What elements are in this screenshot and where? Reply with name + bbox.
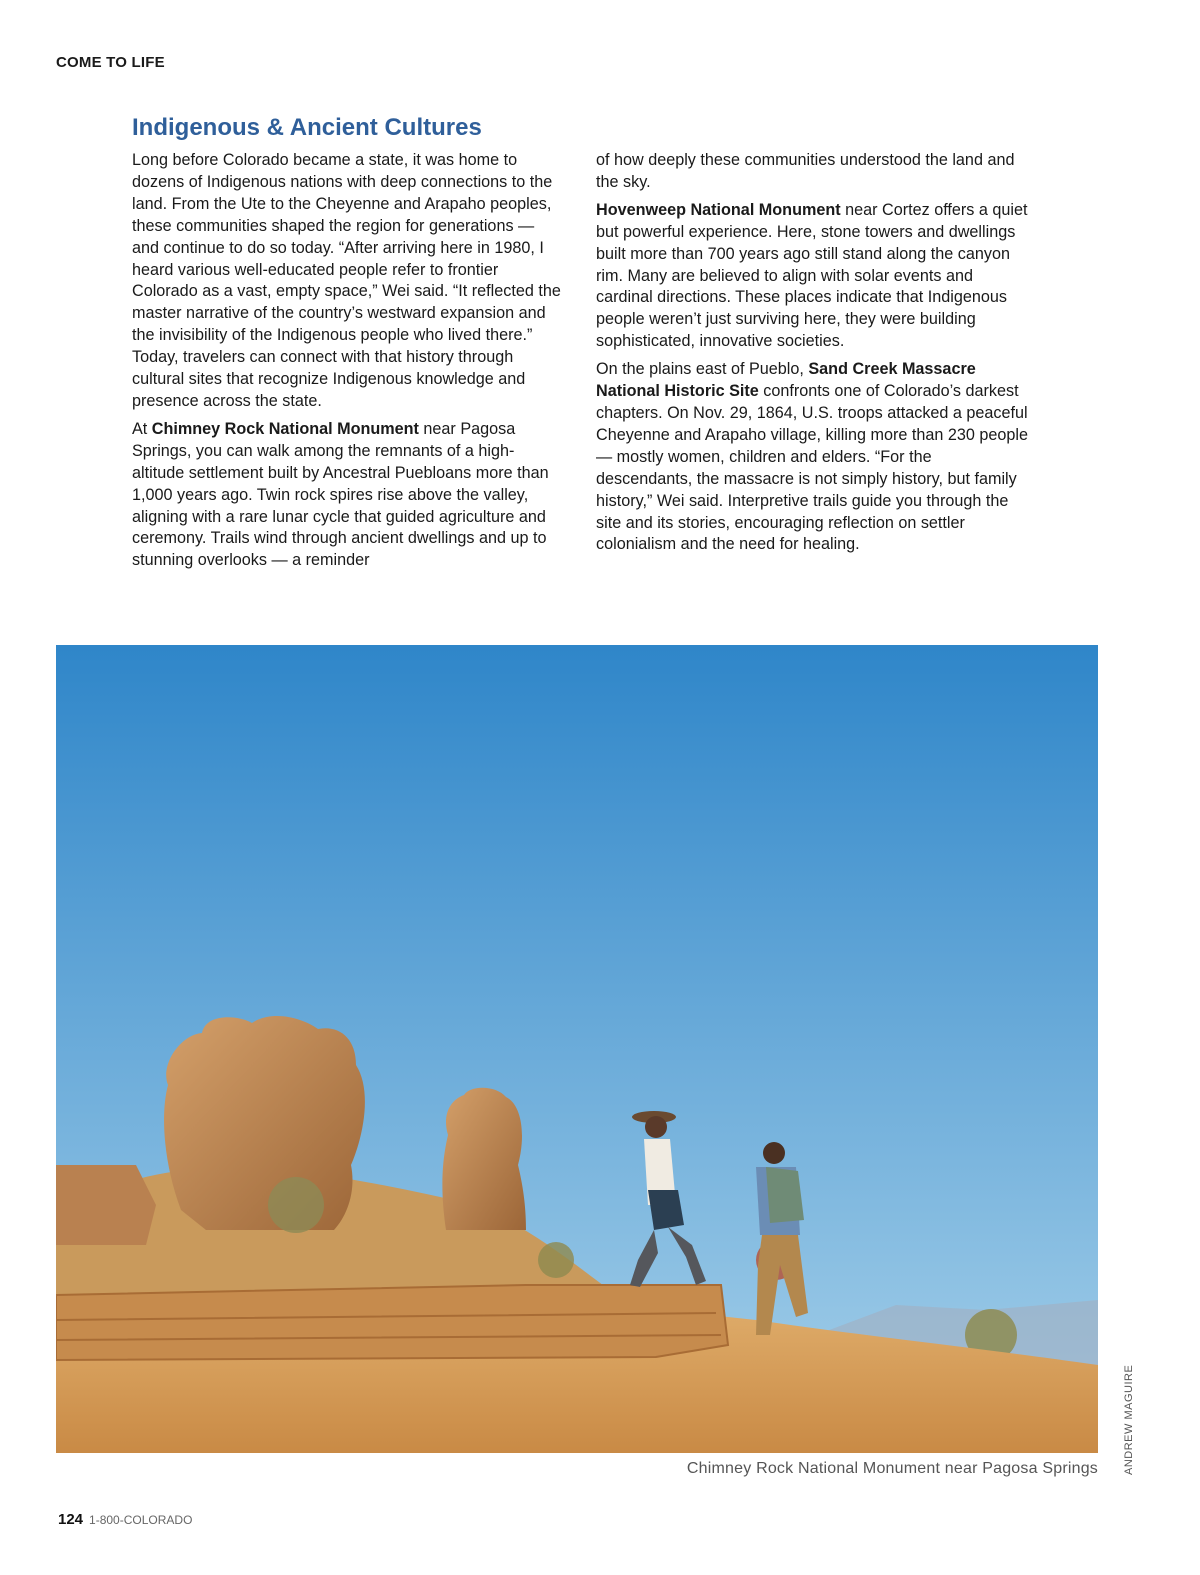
photo-credit: ANDREW MAGUIRE xyxy=(1123,1364,1135,1475)
site-name: Chimney Rock National Monument xyxy=(151,419,419,438)
article-title: Indigenous & Ancient Cultures xyxy=(132,114,482,141)
paragraph: Long before Colorado became a state, it was home to dozens of Indigenous nations with deep connections to the land. From the Ute to the Cheyenne and Arapaho peoples, these communities shaped the region for generations — and continue to do so today. “After arriving here in 1980, I heard various well-educated people refer to frontier Colorado as a vast, empty space,” Wei said. “It reflected the master narrative of the country’s westward expansion and the invisibility of the Indigenous people who lived there.” Today, travelers can connect with that history through cultural sites that recognize Indigenous knowledge and presence across the state. xyxy=(132,151,561,410)
photo-illustration xyxy=(56,645,1098,1453)
left-boulders xyxy=(56,1165,156,1245)
footer-phone: 1-800-COLORADO xyxy=(89,1513,193,1527)
paragraph: of how deeply these communities understood the land and the sky. xyxy=(596,151,1015,191)
stone-wall xyxy=(56,1285,728,1360)
chimney-rock-spire xyxy=(164,1016,365,1230)
right-column xyxy=(596,150,1028,562)
companion-rock-spire xyxy=(442,1088,526,1230)
page-footer xyxy=(58,1511,192,1528)
chimney-rock-photo xyxy=(56,645,1098,1453)
paragraph: At Chimney Rock National Monument near Pagosa Springs, you can walk among the remnants of a high-altitude settlement built by Ancestral Puebloans more than 1,000 years ago. Twin rock spires rise above the valley, aligning with a rare lunar cycle that guided agriculture and ceremony. Trails wind through ancient dwellings and up to stunning overlooks — a reminder xyxy=(132,419,549,570)
photo-caption: Chimney Rock National Monument near Pagosa Springs xyxy=(686,1460,1098,1477)
site-name: Sand Creek Massacre National Historic Site xyxy=(596,360,976,401)
site-name: Hovenweep National Monument xyxy=(596,200,841,219)
shrub xyxy=(268,1177,324,1233)
section-label: COME TO LIFE xyxy=(56,54,165,71)
paragraph: Hovenweep National Monument near Cortez offers a quiet but powerful experience. Here, stone towers and dwellings built more than 700 years ago still stand along the canyon rim. Many are believed to align with solar events and cardinal directions. These places indicate that Indigenous people weren’t just surviving here, they were building sophisticated, innovative societies. xyxy=(596,200,1028,351)
left-column xyxy=(132,150,564,578)
shrub xyxy=(538,1242,574,1278)
page-number: 124 xyxy=(58,1511,84,1528)
paragraph: On the plains east of Pueblo, Sand Creek Massacre National Historic Site confronts one of Colorado’s darkest chapters. On Nov. 29, 1864, U.S. troops attacked a peaceful Cheyenne and Arapaho village, killing more than 230 people — mostly women, children and elders. “For the descendants, the massacre is not simply history, but family history,” Wei said. Interpretive trails guide you through the site and its stories, encouraging reflection on settler colonialism and the need for healing. xyxy=(596,360,1028,554)
